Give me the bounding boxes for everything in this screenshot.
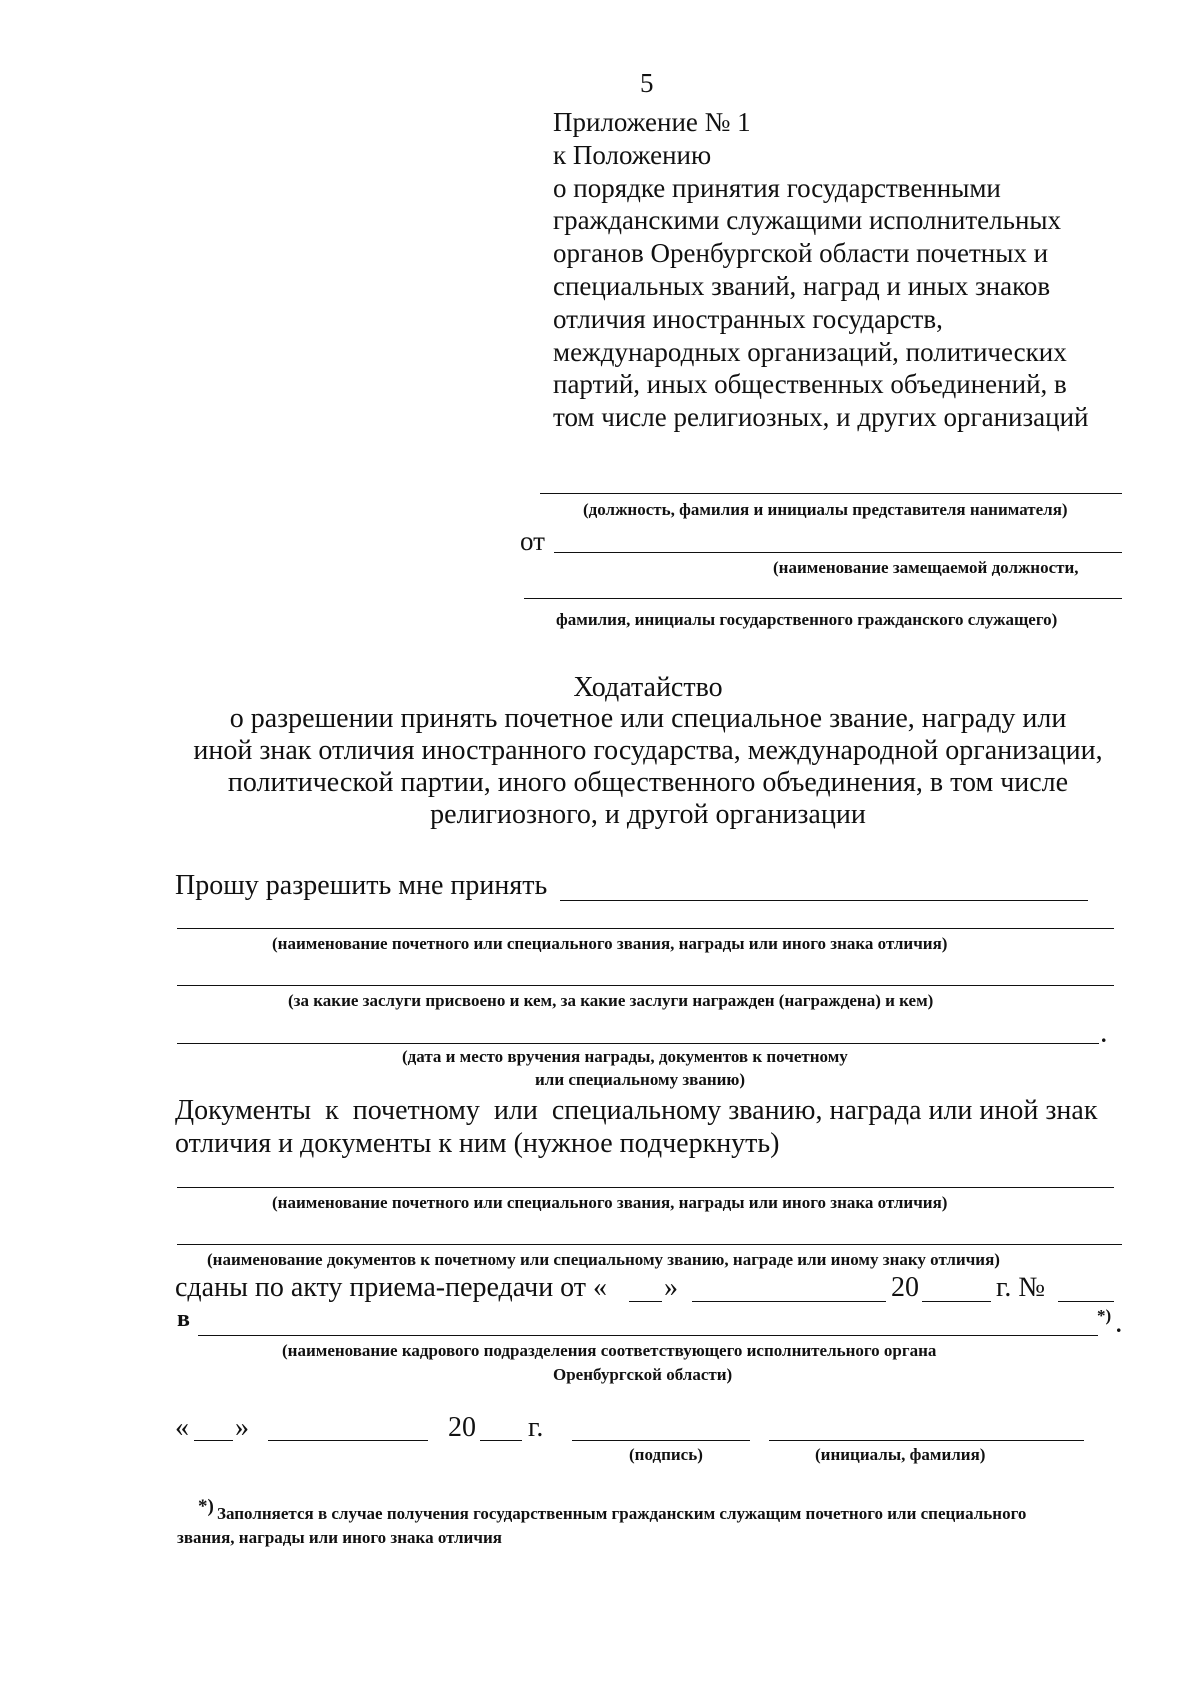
- date-year-field[interactable]: [480, 1440, 522, 1441]
- appendix-line: специальных званий, наград и иных знаков: [553, 270, 1051, 301]
- initials-field[interactable]: [769, 1440, 1084, 1441]
- appendix-line: о порядке принятия государственными: [553, 172, 1001, 203]
- appendix-line: международных организаций, политических: [553, 336, 1067, 367]
- handover-year-field[interactable]: [922, 1301, 991, 1302]
- handover-day-field[interactable]: [629, 1301, 662, 1302]
- hr-unit-field[interactable]: [198, 1335, 1098, 1336]
- award-name-field[interactable]: [177, 928, 1114, 929]
- asterisk-mark: *): [1097, 1306, 1112, 1325]
- appendix-header: [553, 106, 1088, 434]
- request-label: Прошу разрешить мне принять: [175, 870, 548, 901]
- date-place-caption: (дата и место вручения награды, документов к почетному: [402, 1047, 848, 1066]
- employer-field[interactable]: [540, 493, 1122, 494]
- hr-unit-caption: Оренбургской области): [553, 1365, 733, 1384]
- handed-over-label: сданы по акту приема-передачи от «: [175, 1272, 608, 1303]
- date-year-prefix: 20: [448, 1412, 476, 1443]
- appendix-line: гражданскими служащими исполнительных: [553, 205, 1062, 236]
- date-month-field[interactable]: [268, 1440, 428, 1441]
- petition-subtitle-line: о разрешении принять почетное или специальное звание, награду или: [229, 703, 1067, 734]
- appendix-line: к Положению: [553, 139, 712, 170]
- petition-subtitle-line: иной знак отличия иностранного государства, международной организации,: [193, 735, 1103, 766]
- initials-caption: (инициалы, фамилия): [815, 1445, 986, 1464]
- handover-month-field[interactable]: [692, 1301, 886, 1302]
- award-name-caption-2: (наименование почетного или специального звания, награды или иного знака отличия): [272, 1193, 948, 1212]
- handover-year-prefix: 20: [891, 1272, 919, 1303]
- position-caption: (наименование замещаемой должности,: [773, 558, 1079, 577]
- date-place-field[interactable]: [177, 1043, 1099, 1044]
- documents-text: отличия и документы к ним (нужное подчеркнуть): [175, 1128, 780, 1159]
- appendix-line: том числе религиозных, и других организаций: [553, 402, 1089, 433]
- employee-caption: фамилия, инициалы государственного гражданского служащего): [556, 610, 1058, 629]
- merits-caption: (за какие заслуги присвоено и кем, за какие заслуги награжден (награждена) и кем): [288, 991, 934, 1010]
- signature-field[interactable]: [572, 1440, 750, 1441]
- date-place-dot: .: [1101, 1022, 1107, 1047]
- from-label: от: [520, 526, 545, 556]
- appendix-line: партий, иных общественных объединений, в: [553, 369, 1067, 400]
- appendix-line: органов Оренбургской области почетных и: [553, 238, 1049, 269]
- petition-subtitle-line: политической партии, иного общественного объединения, в том числе: [227, 767, 1069, 798]
- in-line-dot: .: [1116, 1312, 1122, 1337]
- date-close-quote: »: [235, 1412, 249, 1443]
- footnote-text: звания, награды или иного знака отличия: [177, 1528, 502, 1547]
- appendix-line: отличия иностранных государств,: [553, 303, 943, 334]
- handover-year-suffix: г. №: [996, 1272, 1046, 1303]
- position-field[interactable]: [554, 552, 1122, 553]
- award-name-field-2[interactable]: [177, 1187, 1114, 1188]
- date-place-caption: или специальному званию): [535, 1070, 746, 1089]
- petition-title: Ходатайство: [573, 672, 723, 703]
- award-name-caption: (наименование почетного или специального звания, награды или иного знака отличия): [272, 934, 948, 953]
- date-open-quote: «: [175, 1412, 189, 1443]
- merits-field[interactable]: [177, 985, 1114, 986]
- date-year-suffix: г.: [528, 1412, 544, 1443]
- in-label: в: [177, 1306, 190, 1332]
- signature-caption: (подпись): [629, 1445, 703, 1464]
- request-field[interactable]: [560, 900, 1088, 901]
- employee-field[interactable]: [524, 598, 1122, 599]
- documents-field[interactable]: [177, 1244, 1122, 1245]
- documents-text: Документы к почетному или специальному званию, награда или иной знак: [175, 1095, 1098, 1126]
- footnote-text: Заполняется в случае получения государственным гражданским служащим почетного или специального: [217, 1504, 1027, 1523]
- handover-number-field[interactable]: [1058, 1301, 1114, 1302]
- documents-caption: (наименование документов к почетному или специальному званию, награде или иному знаку отличия): [207, 1250, 1000, 1269]
- date-day-field[interactable]: [194, 1440, 233, 1441]
- handover-quote-close: »: [664, 1272, 678, 1303]
- hr-unit-caption: (наименование кадрового подразделения соответствующего исполнительного органа: [282, 1341, 937, 1360]
- employer-caption: (должность, фамилия и инициалы представителя нанимателя): [583, 500, 1068, 519]
- footnote-mark: *): [198, 1496, 214, 1517]
- appendix-line: Приложение № 1: [553, 107, 751, 137]
- page-number: 5: [640, 68, 654, 98]
- petition-subtitle-line: религиозного, и другой организации: [430, 799, 866, 830]
